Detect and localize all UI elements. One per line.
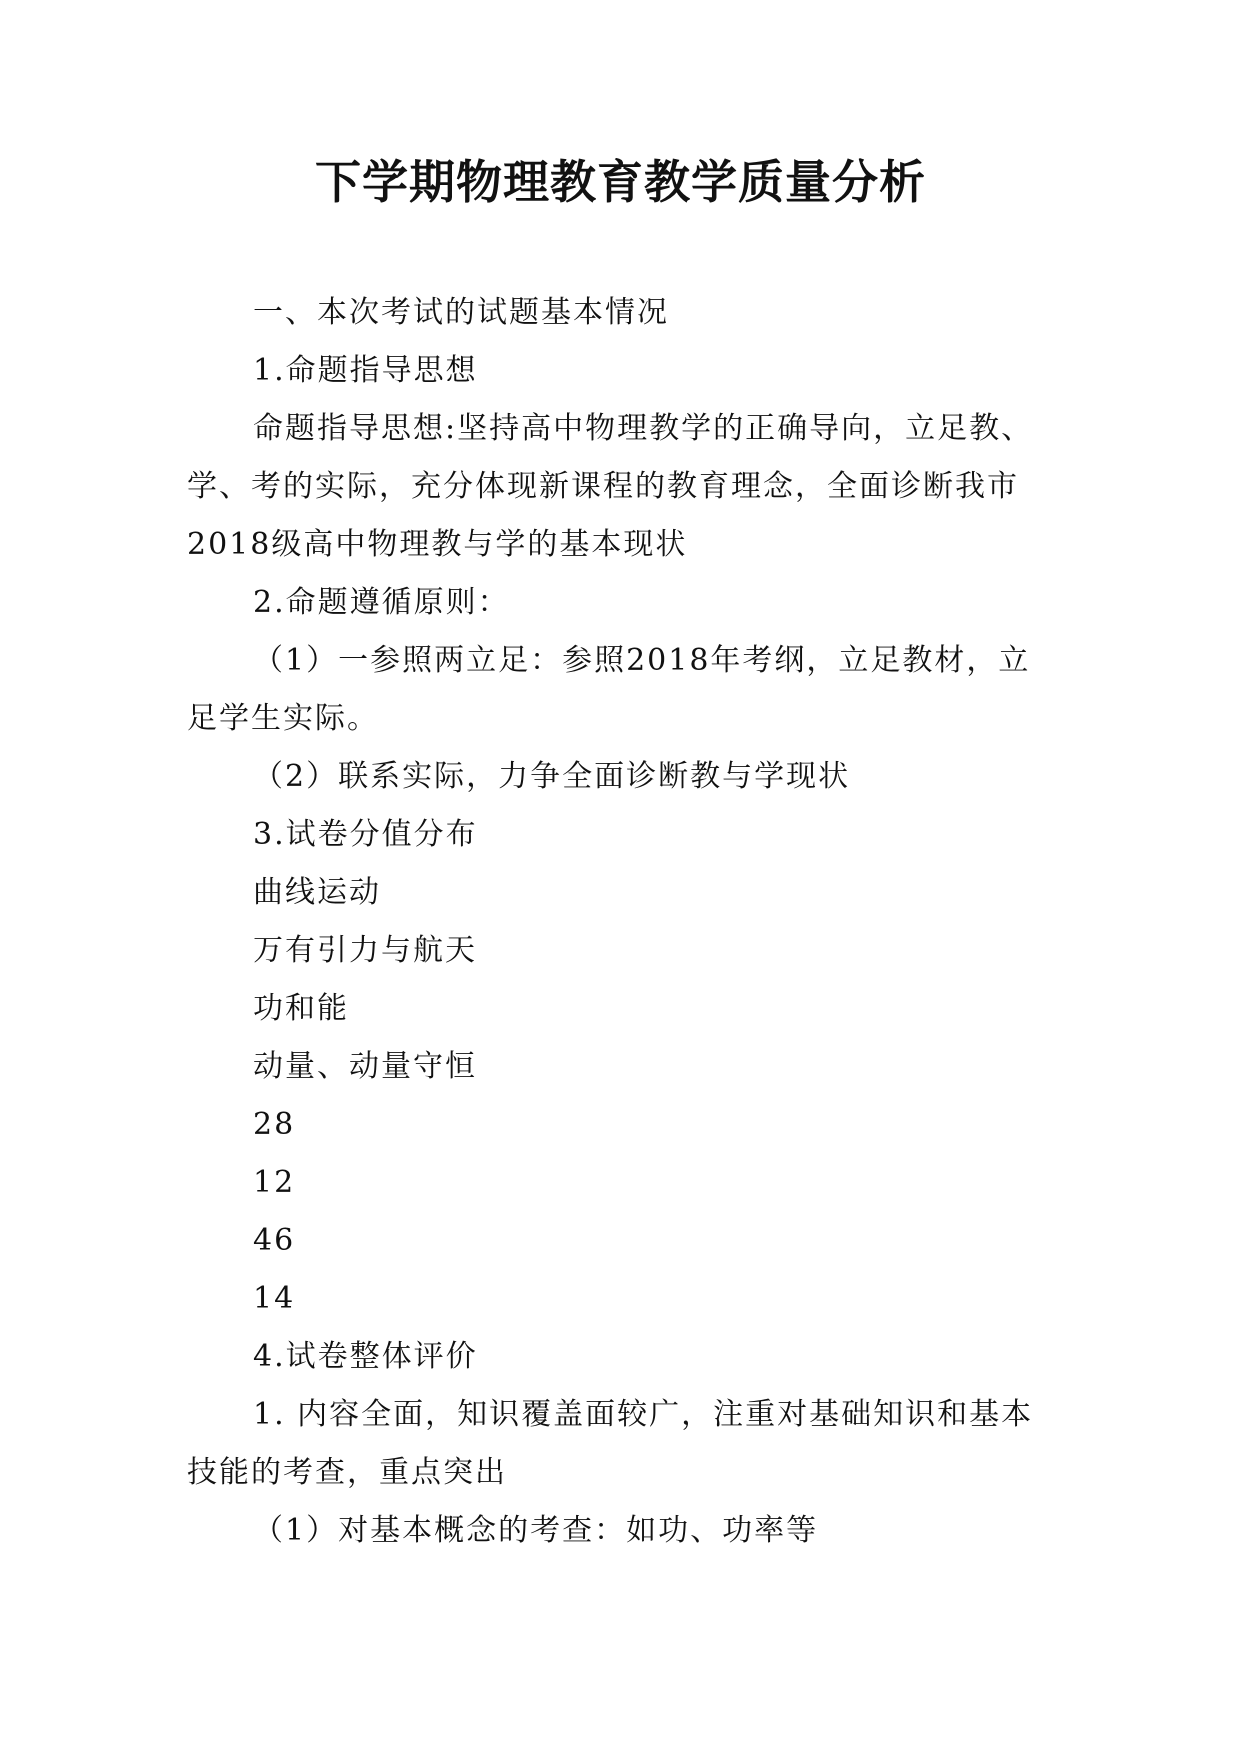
subheading-score-distribution: 3.试卷分值分布: [253, 817, 478, 852]
subheading-guiding-idea: 1.命题指导思想: [253, 353, 478, 388]
score-value: 12: [253, 1165, 296, 1200]
paragraph-evaluation-1-1: （1）对基本概念的考查：如功、功率等: [253, 1513, 819, 1548]
document-title: 下学期物理教育教学质量分析: [315, 155, 926, 209]
document-body: [187, 284, 1055, 1560]
subheading-principles: 2.命题遵循原则：: [253, 585, 510, 620]
score-value: 28: [253, 1107, 296, 1142]
paragraph-principle-2: （2）联系实际，力争全面诊断教与学现状: [253, 759, 851, 794]
paragraph-principle-1: （1）一参照两立足：参照2018年考纲，立足教材，立足学生实际。: [187, 643, 1031, 736]
topic-gravitation-spaceflight: 万有引力与航天: [253, 933, 477, 968]
topic-momentum: 动量、动量守恒: [253, 1049, 477, 1084]
paragraph-evaluation-1: 1. 内容全面，知识覆盖面较广，注重对基础知识和基本技能的考查，重点突出: [187, 1397, 1034, 1490]
topic-curvilinear-motion: 曲线运动: [253, 875, 381, 910]
section-heading-exam-overview: 一、本次考试的试题基本情况: [253, 295, 669, 330]
subheading-overall-evaluation: 4.试卷整体评价: [253, 1339, 478, 1374]
paragraph-guiding-idea: 命题指导思想:坚持高中物理教学的正确导向，立足教、学、考的实际，充分体现新课程的教育理念，全面诊断我市2018级高中物理教与学的基本现状: [187, 411, 1034, 562]
score-value: 46: [253, 1223, 296, 1258]
topic-work-energy: 功和能: [253, 991, 349, 1026]
score-value: 14: [253, 1281, 296, 1316]
